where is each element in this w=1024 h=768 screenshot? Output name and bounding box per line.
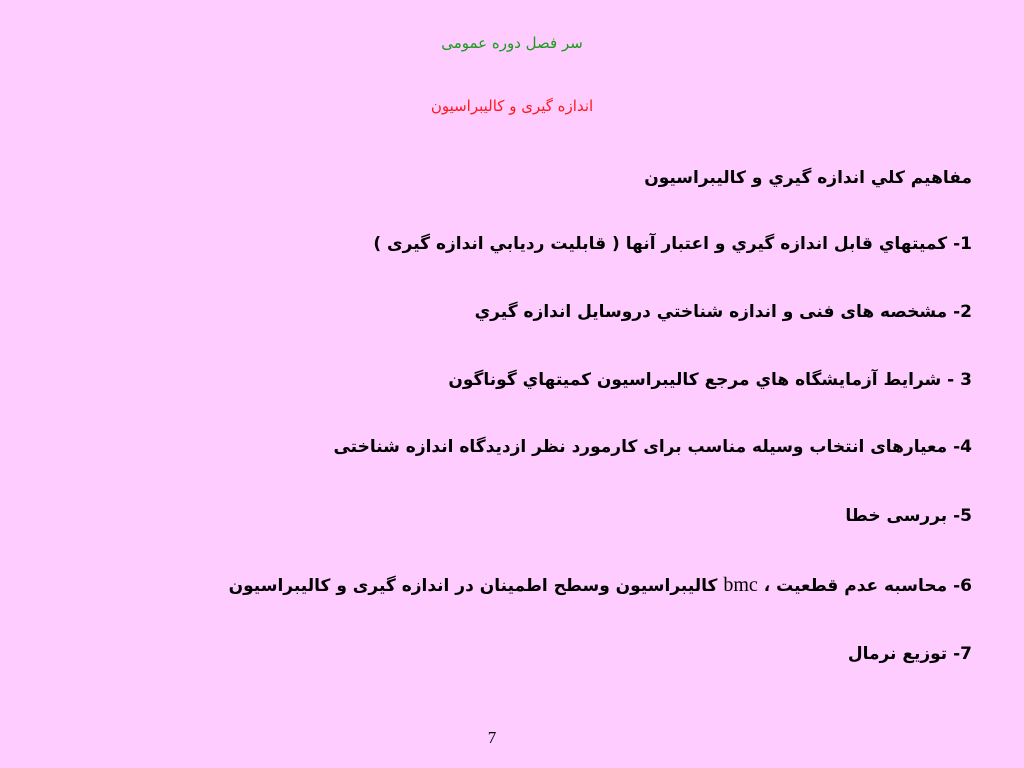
content-item-6-part-2: کالیبراسیون وسطح اطمینان در اندازه گیری و کالیبراسیون xyxy=(228,576,724,596)
page-number: 7 xyxy=(487,728,497,747)
content-item-2: 2- مشخصه های فنی و اندازه شناختي دروسايل اندازه گيري xyxy=(474,302,972,322)
content-item-6 xyxy=(229,574,972,597)
slide-header-title: سر فصل دوره عمومی xyxy=(441,34,583,52)
content-item-4: 4- معیارهای انتخاب وسیله مناسب برای کارمورد نظر ازدیدگاه اندازه شناختی xyxy=(333,437,972,457)
slide-header-subtitle: اندازه گیری و کالیبراسیون xyxy=(430,97,594,115)
content-item-6-latin: bmc xyxy=(723,574,758,596)
content-item-7: 7- توزیع نرمال xyxy=(847,644,972,664)
content-item-1: 1- كميتهاي قابل اندازه گيري و اعتبار آنها ( قابليت رديابي اندازه گیری ) xyxy=(373,234,972,254)
content-item-6-part-1: 6- محاسبه عدم قطعیت ، xyxy=(757,576,972,596)
content-item-3: 3 - شرايط آزمايشگاه هاي مرجع كاليبراسيون كميتهاي گوناگون xyxy=(448,370,972,390)
content-item-5: 5- بررسی خطا xyxy=(845,506,972,526)
content-heading: مفاهيم كلي اندازه گيري و كاليبراسيون xyxy=(644,168,972,188)
